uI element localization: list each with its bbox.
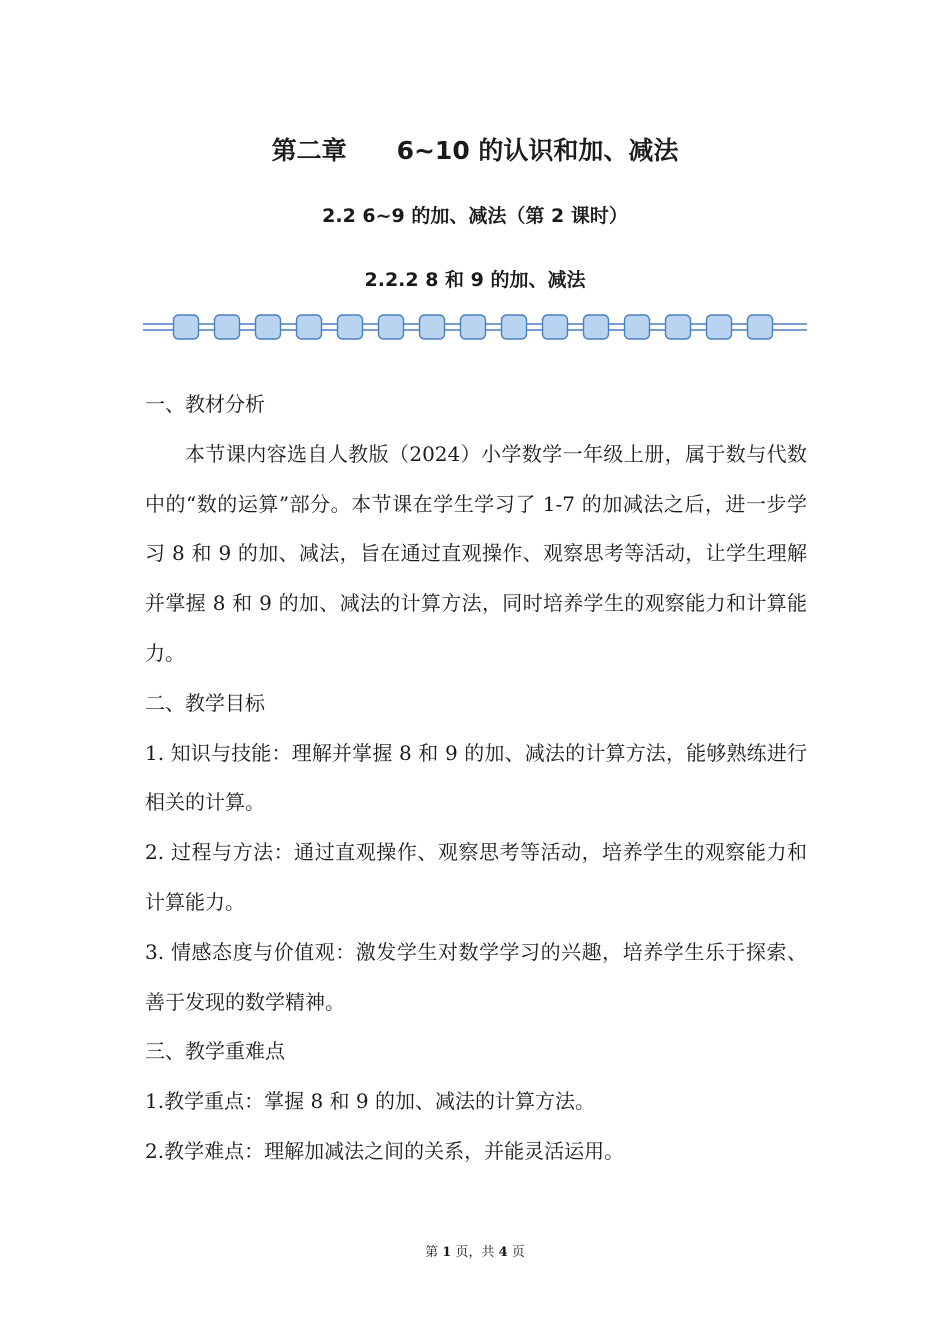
divider-bead [625,315,650,339]
subsection-title: 2.2.2 8 和 9 的加、减法 [364,269,586,291]
divider-bead [256,315,281,339]
divider-bead [338,315,363,339]
chapter-title: 第二章 6~10 的认识和加、减法 [271,136,679,165]
main-content [145,380,807,1177]
goal-item-2: 2. 过程与方法：通过直观操作、观察思考等活动，培养学生的观察能力和计算能力。 [145,840,807,914]
footer-page-number: 1 [442,1245,452,1260]
keypoint-item-1: 1.教学重点：掌握 8 和 9 的加、减法的计算方法。 [145,1089,595,1114]
divider-bead [379,315,404,339]
divider-bead [461,315,486,339]
footer-prefix: 第 [425,1245,439,1260]
divider-bead [502,315,527,339]
footer-middle: 页，共 [455,1245,495,1260]
analysis-paragraph: 本节课内容选自人教版（2024）小学数学一年级上册，属于数与代数中的“数的运算”部分。本节课在学生学习了 1-7 的加减法之后，进一步学习 8 和 9 的加、减法，旨在通过直观操作、观察思考等活动，让学生理解并掌握 8 和 9 的加、减法的计算方法，同时培养学生的观察能力和计算能力。 [145,441,807,665]
divider-bead [707,315,732,339]
goal-item-1: 1. 知识与技能：理解并掌握 8 和 9 的加、减法的计算方法，能够熟练进行相关的计算。 [145,740,807,815]
section-heading-analysis: 一、教材分析 [145,392,265,416]
divider-bead [420,315,445,339]
divider-bead [584,315,609,339]
footer-suffix: 页 [511,1245,525,1260]
keypoint-item-2: 2.教学难点：理解加减法之间的关系，并能灵活运用。 [145,1138,625,1163]
page-footer [0,1243,950,1263]
goal-item-3: 3. 情感态度与价值观：激发学生对数学学习的兴趣，培养学生乐于探索、善于发现的数学精神。 [145,939,807,1014]
divider-bead [215,315,240,339]
bead-divider [143,312,807,342]
section-heading-goals: 二、教学目标 [145,690,265,715]
divider-bead [174,315,199,339]
section-title: 2.2 6~9 的加、减法（第 2 课时） [322,205,628,227]
footer-total-pages: 4 [498,1245,508,1260]
divider-bead [666,315,691,339]
divider-bead [748,315,773,339]
divider-bead [543,315,568,339]
section-heading-keypoints: 三、教学重难点 [145,1039,285,1064]
divider-beads [174,315,773,339]
divider-bead [297,315,322,339]
